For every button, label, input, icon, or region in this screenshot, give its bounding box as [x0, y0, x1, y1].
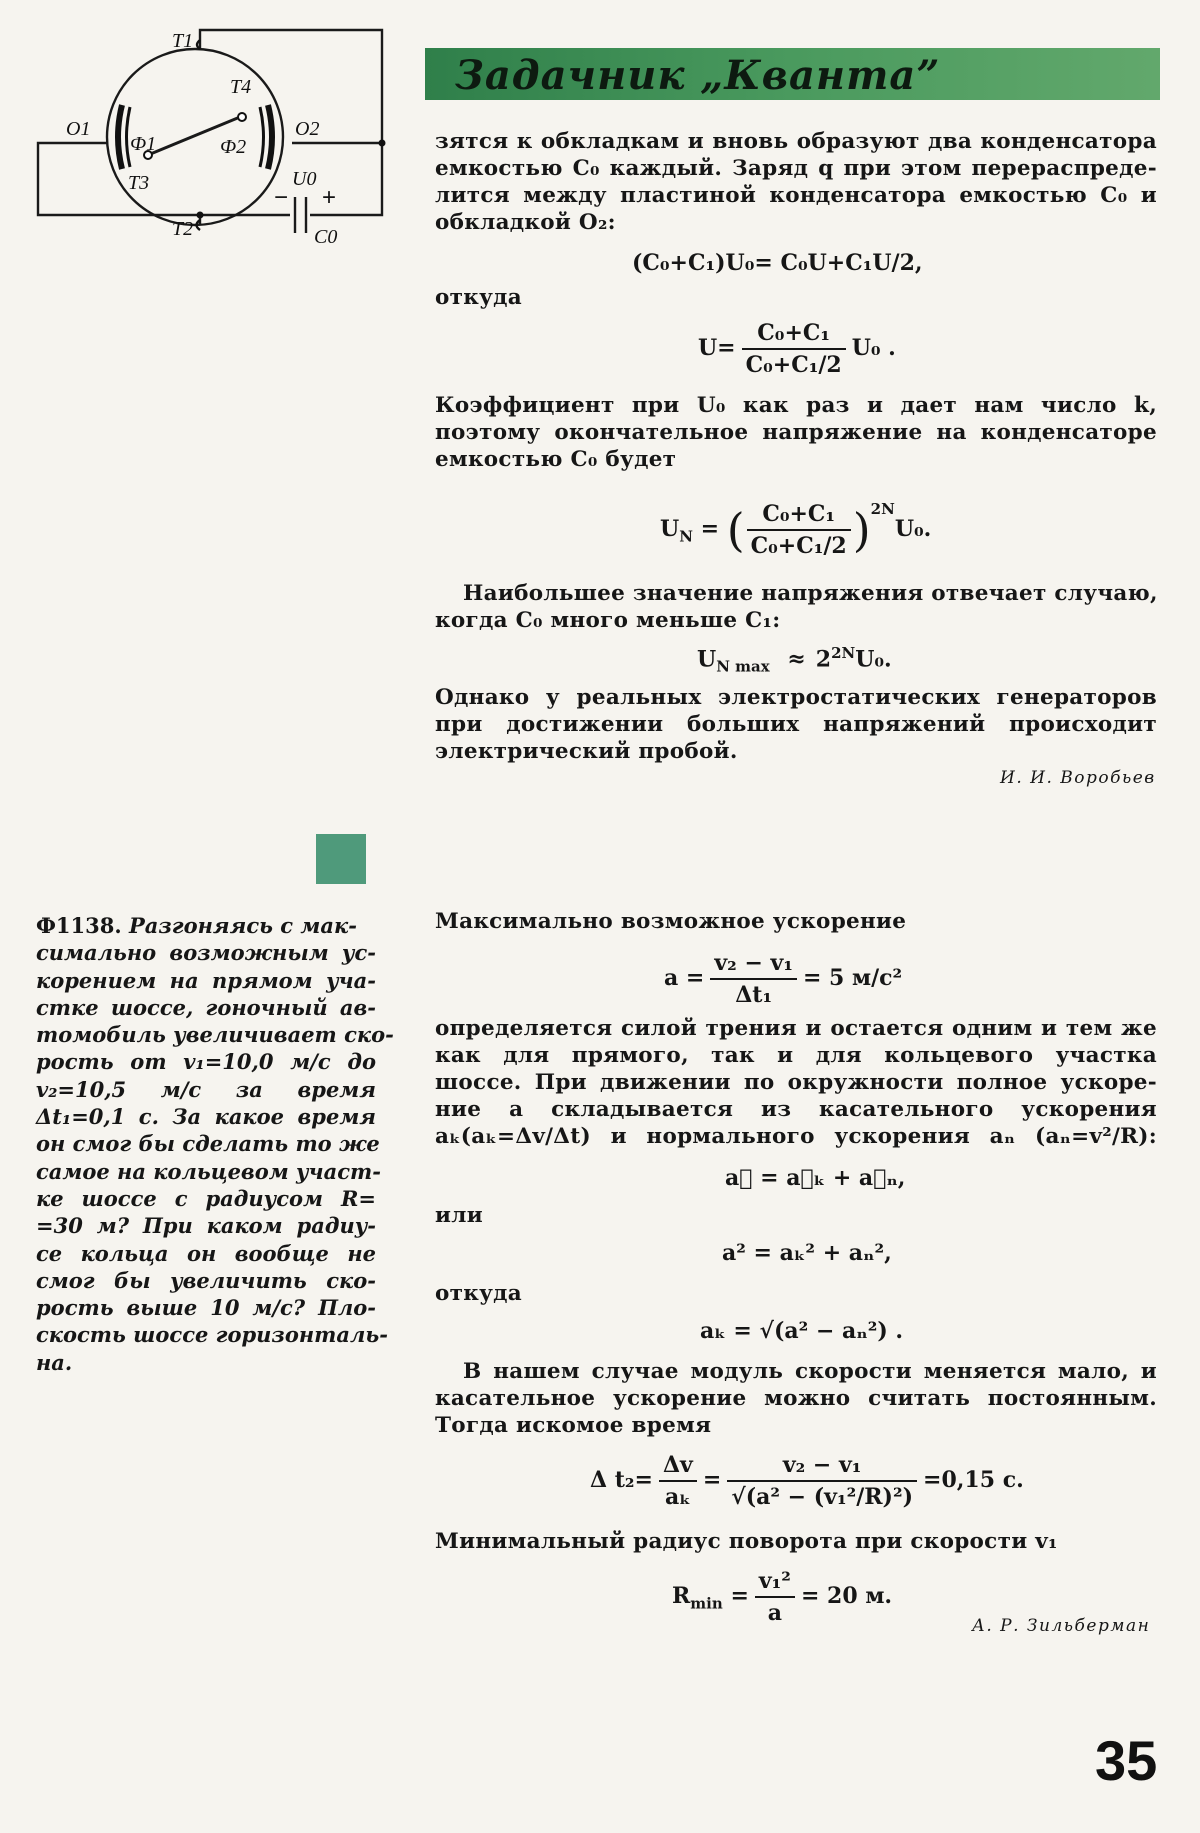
fraction: [747, 501, 851, 559]
fraction: [659, 1452, 697, 1510]
text-line: ние a складывается из касательного ускорения: [435, 1097, 1157, 1122]
equation-rmin: [672, 1568, 892, 1626]
text-line: Коэффициент при U₀ как раз и дает нам число k,: [435, 393, 1157, 418]
problem-line: смог бы увеличить ско-: [36, 1267, 376, 1293]
author-2: А. Р. Зильберман: [972, 1616, 1151, 1636]
fraction: [710, 950, 797, 1008]
fraction-numerator: C₀+C₁: [742, 320, 846, 350]
eq-rhs: = 5 м/с²: [802, 965, 903, 991]
equation-charge-balance: (C₀+C₁)U₀= C₀U+C₁U/2,: [632, 250, 923, 276]
author-1: И. И. Воробьев: [1000, 768, 1156, 788]
eq-exponent: 2N: [870, 500, 895, 518]
text-line: поэтому окончательное напряжение на конденсаторе: [435, 420, 1157, 445]
solution1-paragraph4: [435, 684, 1157, 765]
eq-exponent: 2N: [831, 644, 856, 662]
eq-lhs-sub: N max: [716, 657, 770, 676]
text-line: Однако у реальных электростатических генераторов: [435, 685, 1157, 710]
problem-line: се кольца он вообще не: [36, 1240, 376, 1266]
fraction: [742, 320, 846, 378]
text-line: лится между пластиной конденсатора емкостью C₀ и: [435, 183, 1157, 208]
fraction-denominator: aₖ: [665, 1484, 691, 1510]
eq-lhs: U=: [698, 335, 736, 361]
label-t4: T4: [230, 76, 252, 98]
eq-lhs: a =: [664, 965, 705, 991]
eq-approx: ≈: [787, 646, 806, 673]
fraction-numerator: C₀+C₁: [747, 501, 851, 531]
circuit-diagram: [30, 25, 400, 290]
text-line: при достижении больших напряжений происходит: [435, 712, 1157, 737]
label-f2: Ф2: [220, 136, 247, 158]
problem-line: Δt₁=0,1 с. За какое время: [36, 1104, 376, 1130]
fraction-denominator: C₀+C₁/2: [750, 533, 847, 559]
text-line: Тогда искомое время: [435, 1413, 712, 1438]
solution2-line2: Минимальный радиус поворота при скорости v₁: [435, 1529, 1058, 1554]
solution1-paragraph1: [435, 128, 1157, 236]
eq-sign: =: [730, 1583, 749, 1609]
eq-lhs-sub: N: [679, 527, 693, 546]
problem-line: v₂=10,5 м/с за время: [36, 1076, 376, 1102]
fraction-numerator: Δv: [659, 1452, 697, 1482]
text-line: когда C₀ много меньше C₁:: [435, 608, 781, 633]
equation-squares: a² = aₖ² + aₙ²,: [722, 1240, 892, 1266]
fraction-denominator: C₀+C₁/2: [745, 352, 842, 378]
fraction-numerator: v₁²: [755, 1568, 795, 1598]
equation-un: [660, 500, 931, 559]
fraction-denominator: a: [767, 1600, 783, 1626]
eq-rhs: U₀ .: [851, 335, 896, 361]
equation-time: [590, 1452, 1024, 1510]
problem-number: Ф1138.: [36, 913, 122, 938]
eq-rhs: =0,15 с.: [923, 1467, 1024, 1493]
label-o2: O2: [295, 118, 320, 140]
fraction-denominator: Δt₁: [735, 982, 773, 1008]
text-line: как для прямого, так и для кольцевого участка: [435, 1043, 1157, 1068]
eq-lhs: Δ t₂=: [590, 1467, 653, 1493]
label-t1: T1: [172, 30, 194, 52]
equation-u: [698, 320, 896, 378]
text-line: емкостью C₀ будет: [435, 447, 677, 472]
problem-line: симально возможным ус-: [36, 940, 376, 966]
solution2-paragraph2: [435, 1358, 1157, 1439]
equation-acceleration: [664, 950, 902, 1008]
problem-line: томобиль увеличивает ско-: [36, 1022, 394, 1048]
label-o1: O1: [66, 118, 91, 140]
label-t2: T2: [172, 218, 194, 240]
eq-rhs: = 20 м.: [800, 1583, 893, 1609]
section-marker: [316, 834, 366, 884]
equation-tangential: aₖ = √(a² − aₙ²) .: [700, 1318, 904, 1344]
text-line: определяется силой трения и остается одним и тем же: [435, 1016, 1157, 1041]
eq-rhs: U₀.: [855, 646, 892, 673]
problem-line: ке шоссе с радиусом R=: [36, 1185, 376, 1211]
eq-sign: =: [700, 516, 720, 542]
problem-line: рость от v₁=10,0 м/с до: [36, 1049, 376, 1075]
banner: [425, 48, 1160, 100]
solution1-paragraph3: [435, 580, 1157, 634]
label-f1: Ф1: [130, 133, 157, 155]
problem-line: самое на кольцевом участ-: [36, 1158, 381, 1184]
problem-line: [36, 912, 376, 939]
fraction: [755, 1568, 795, 1626]
word-or: или: [435, 1203, 483, 1228]
text-line: Наибольшее значение напряжения отвечает случаю,: [463, 581, 1158, 606]
label-u0: U0: [292, 168, 317, 190]
problem-line: рость выше 10 м/с? Пло-: [36, 1295, 376, 1321]
eq-lhs: U: [697, 646, 717, 673]
equation-vector-sum: a⃗ = a⃗ₖ + a⃗ₙ,: [725, 1165, 906, 1191]
eq-lhs: U: [660, 516, 680, 542]
eq-lhs: R: [672, 1583, 691, 1609]
word-whence-2: откуда: [435, 1281, 523, 1306]
paren-left: (: [726, 503, 745, 557]
equation-unmax: [697, 644, 892, 676]
fraction-numerator: v₂ − v₁: [710, 950, 797, 980]
problem-statement: [36, 912, 394, 1376]
problem-line: он смог бы сделать то же: [36, 1131, 380, 1157]
solution2-line1: Максимально возможное ускорение: [435, 909, 907, 934]
label-t3: T3: [128, 172, 150, 194]
banner-title: Задачник „Кванта”: [455, 52, 941, 99]
problem-line: =30 м? При каком радиу-: [36, 1213, 376, 1239]
text-line: шоссе. При движении по окружности полное ускоре-: [435, 1070, 1157, 1095]
page-number: 35: [1095, 1729, 1158, 1792]
label-minus: −: [274, 184, 289, 211]
solution2-paragraph1: [435, 1015, 1157, 1150]
problem-line: корением на прямом уча-: [36, 967, 376, 993]
fraction-denominator: √(a² − (v₁²/R)²): [731, 1484, 914, 1510]
problem-text: Разгоняясь с мак-: [129, 913, 357, 938]
problem-line: стке шоссе, гоночный ав-: [36, 994, 376, 1020]
problem-line: скость шоссе горизонталь-: [36, 1322, 388, 1348]
text-line: емкостью C₀ каждый. Заряд q при этом перераспреде-: [435, 156, 1157, 181]
label-c0: C0: [314, 226, 338, 248]
label-plus: +: [322, 184, 337, 211]
eq-sign: =: [702, 1467, 722, 1493]
text-line: зятся к обкладкам и вновь образуют два конденсатора: [435, 129, 1157, 154]
text-line: обкладкой O₂:: [435, 210, 616, 235]
text-line: aₖ(aₖ=Δv/Δt) и нормального ускорения aₙ (aₙ=v²/R):: [435, 1124, 1157, 1149]
paren-right: ): [852, 503, 871, 557]
text-line: В нашем случае модуль скорости меняется мало, и: [463, 1359, 1157, 1384]
solution1-paragraph2: [435, 392, 1157, 473]
eq-lhs-sub: min: [690, 1594, 723, 1613]
word-whence-1: откуда: [435, 285, 523, 310]
text-line: электрический пробой.: [435, 739, 738, 764]
text-line: касательное ускорение можно считать постоянным.: [435, 1386, 1157, 1411]
problem-line: на.: [36, 1349, 73, 1375]
fraction: [727, 1452, 917, 1510]
eq-base: 2: [815, 646, 832, 673]
eq-rhs: U₀.: [894, 516, 932, 542]
fraction-numerator: v₂ − v₁: [727, 1452, 917, 1482]
